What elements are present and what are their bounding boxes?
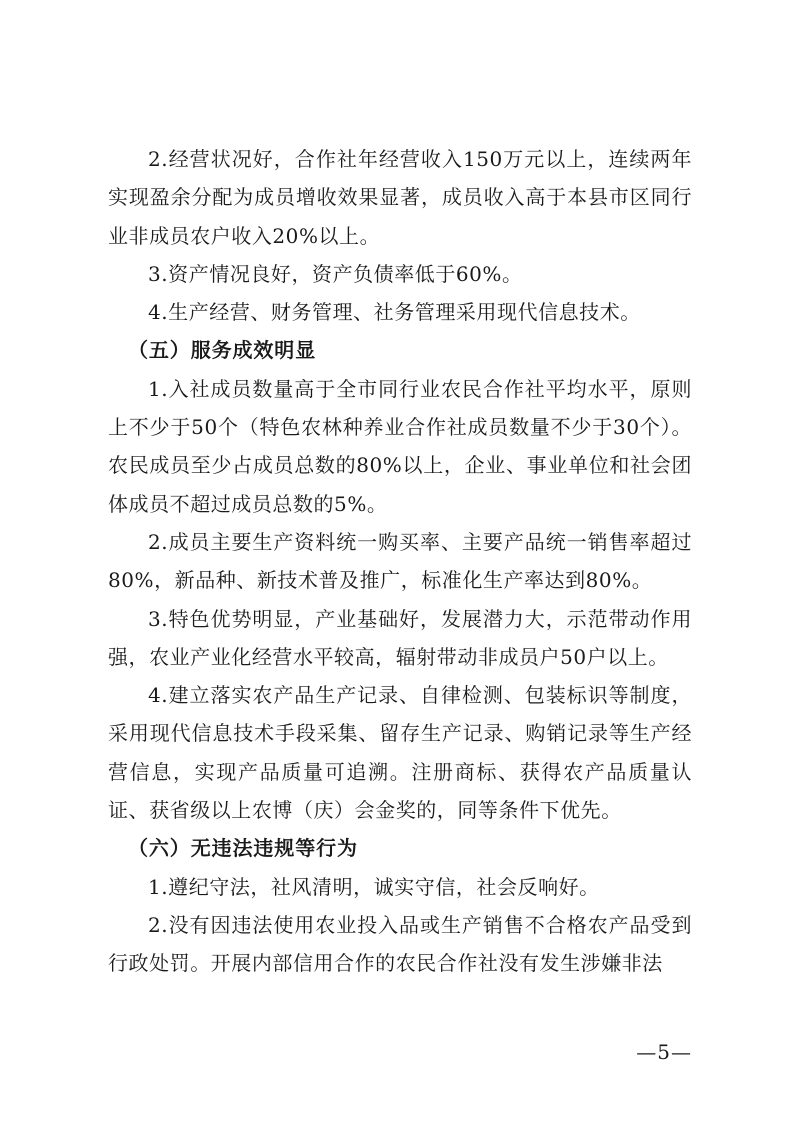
- paragraph-asset-status: 3.资产情况良好，资产负债率低于60%。: [148, 261, 523, 286]
- paragraph-no-penalties: 2.没有因违法使用农业投入品或生产销售不合格农产品受到行政处罚。开展内部信用合作的农民合作社没有发生涉嫌非法: [108, 912, 692, 976]
- paragraph-information-technology: 4.生产经营、财务管理、社务管理采用现代信息技术。: [148, 300, 641, 325]
- paragraph-operating-status: 2.经营状况好，合作社年经营收入150万元以上，连续两年实现盈余分配为成员增收效果显著，成员收入高于本县市区同行业非成员农户收入20%以上。: [108, 147, 692, 248]
- paragraph-member-count: 1.入社成员数量高于全市同行业农民合作社平均水平，原则上不少于50个（特色农林种养业合作社成员数量不少于30个）。农民成员至少占成员总数的80%以上，企业、事业单位和社会团体成员不超过成员总数的5%。: [108, 376, 692, 516]
- paragraph-quality-traceability: 4.建立落实农产品生产记录、自律检测、包装标识等制度，采用现代信息技术手段采集、留存生产记录、购销记录等生产经营信息，实现产品质量可追溯。注册商标、获得农产品质量认证、获省级以上农博（庆）会金奖的，同等条件下优先。: [108, 683, 692, 823]
- paragraph-law-abiding: 1.遵纪守法，社风清明，诚实守信，社会反响好。: [148, 874, 600, 899]
- section-heading-service-results: （五）服务成效明显: [128, 338, 317, 363]
- document-body: [108, 140, 692, 983]
- paragraph-characteristic-advantages: 3.特色优势明显，产业基础好，发展潜力大，示范带动作用强，农业产业化经营水平较高，辐射带动非成员户50户以上。: [108, 606, 692, 669]
- section-heading-no-violations: （六）无违法违规等行为: [128, 836, 358, 861]
- paragraph-unified-purchase-sales: 2.成员主要生产资料统一购买率、主要产品统一销售率超过80%，新品种、新技术普及推广，标准化生产率达到80%。: [108, 529, 692, 593]
- page-number: —5—: [636, 1040, 692, 1064]
